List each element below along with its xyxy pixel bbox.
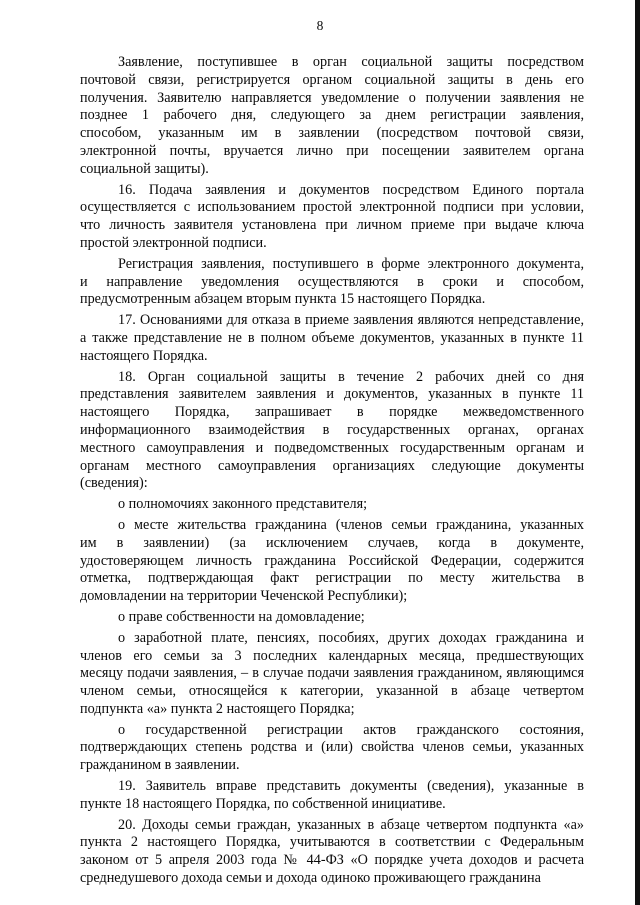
- text-line: домовладении на территории Чеченской Республики);: [80, 588, 408, 605]
- paragraph-p18d: [80, 630, 584, 719]
- text-line: членом семьи, относящейся к категории, указанной в абзаце четвертом: [80, 683, 584, 700]
- text-line: что личность заявителя установлена при личном приеме при выдаче ключа: [80, 217, 584, 234]
- paragraph-p18: [80, 369, 584, 494]
- text-line: месяцу подачи заявления, – в случае подачи заявления гражданином, являющимся: [80, 665, 584, 682]
- text-line: подтверждающих степень родства и (или) свойства членов семьи, указанных: [80, 739, 584, 756]
- text-line: законом от 5 апреля 2003 года № 44-ФЗ «О порядке учета доходов и расчета: [80, 852, 584, 869]
- text-line: получения. Заявителю направляется уведомление о получении заявления не: [80, 89, 584, 106]
- text-line: местного самоуправления и подведомственных государственным органам и: [80, 439, 584, 456]
- paragraph-p18b: [80, 517, 584, 606]
- text-line: социальной защиты).: [80, 160, 209, 177]
- paragraph-p18a: [80, 496, 584, 514]
- text-line: пункте 18 настоящего Порядка, по собственной инициативе.: [80, 795, 446, 812]
- text-line: о месте жительства гражданина (членов семьи гражданина, указанных: [118, 516, 584, 533]
- text-line: простой электронной подписи.: [80, 234, 267, 251]
- paragraph-p18e: [80, 722, 584, 775]
- text-line: информационного взаимодействия в государственных органах, органах: [80, 421, 584, 438]
- text-line: о праве собственности на домовладение;: [118, 608, 365, 625]
- text-line: гражданином в заявлении.: [80, 757, 240, 774]
- paragraph-p16: [80, 182, 584, 253]
- text-line: о государственной регистрации актов гражданского состояния,: [118, 721, 584, 738]
- text-line: отметка, подтверждающая факт регистрации по месту жительства в: [80, 570, 584, 587]
- text-line: настоящего Порядка.: [80, 347, 208, 364]
- text-line: о заработной плате, пенсиях, пособиях, других доходах гражданина и: [118, 629, 584, 646]
- text-line: способом, указанным им в заявлении (посредством почтовой связи,: [80, 125, 584, 142]
- scan-edge-shadow: [635, 0, 640, 905]
- text-line: им в заявлении) (за исключением случаев, когда в документе,: [80, 534, 584, 551]
- text-line: настоящего Порядка, запрашивает в порядке межведомственного: [80, 404, 584, 421]
- paragraph-p18c: [80, 609, 584, 627]
- text-line: 16. Подача заявления и документов посредством Единого портала: [118, 181, 584, 198]
- page-number: 8: [316, 18, 324, 33]
- text-line: предусмотренным абзацем вторым пункта 15 настоящего Порядка.: [80, 291, 486, 308]
- text-line: 18. Орган социальной защиты в течение 2 рабочих дней со дня: [118, 368, 584, 385]
- text-line: осуществляется с использованием простой электронной подписи при условии,: [80, 199, 584, 216]
- text-line: пункта 2 настоящего Порядка, учитываются в соответствии с Федеральным: [80, 834, 584, 851]
- text-line: 19. Заявитель вправе представить документы (сведения), указанные в: [118, 778, 584, 795]
- paragraph-p16b: [80, 256, 584, 309]
- text-line: и направление уведомления осуществляются в сроки и способом,: [80, 273, 584, 290]
- text-line: Заявление, поступившее в орган социальной защиты посредством: [118, 54, 584, 70]
- text-line: членов его семьи за 3 последних календарных месяца, предшествующих: [80, 647, 584, 664]
- text-line: удостоверяющем личность гражданина Российской Федерации, содержится: [80, 552, 584, 569]
- text-line: позднее 1 рабочего дня, следующего за днем регистрации заявления,: [80, 107, 584, 124]
- text-line: 20. Доходы семьи граждан, указанных в абзаце четвертом подпункта «а»: [118, 816, 584, 833]
- text-line: органам местного самоуправления организациях следующие документы: [80, 457, 584, 474]
- document-body: [80, 54, 584, 888]
- text-line: а также представление не в полном объеме документов, указанных в пункте 11: [80, 329, 584, 346]
- text-line: электронной почты, вручается лично при посещении заявителем органа: [80, 142, 584, 159]
- text-line: 17. Основаниями для отказа в приеме заявления являются непредставление,: [118, 312, 584, 329]
- text-line: Регистрация заявления, поступившего в форме электронного документа,: [118, 255, 584, 272]
- text-line: подпункта «а» пункта 2 настоящего Порядка;: [80, 700, 355, 717]
- text-line: представления заявителем заявления и документов, указанных в пункте 11: [80, 386, 584, 403]
- text-line: почтовой связи, регистрируется органом социальной защиты в день его: [80, 71, 584, 88]
- text-line: (сведения):: [80, 475, 148, 492]
- paragraph-p17: [80, 312, 584, 365]
- paragraph-p19: [80, 778, 584, 814]
- paragraph-p_reg_post: [80, 54, 584, 179]
- paragraph-p20: [80, 817, 584, 888]
- text-line: среднедушевого дохода семьи и дохода одиноко проживающего гражданина: [80, 870, 541, 887]
- text-line: о полномочиях законного представителя;: [118, 496, 368, 513]
